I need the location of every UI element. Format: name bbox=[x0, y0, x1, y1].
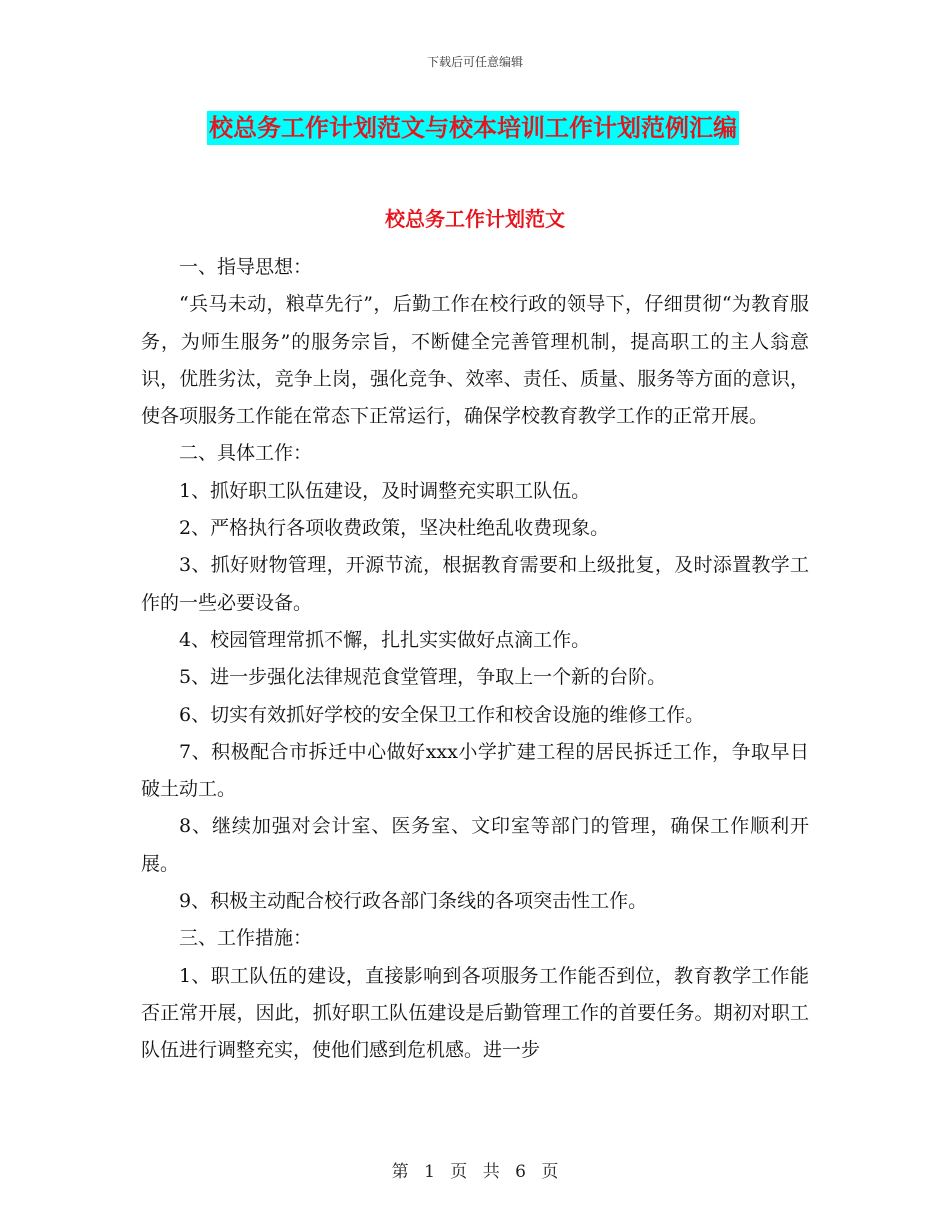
document-main-title: 校总务工作计划范文与校本培训工作计划范例汇编 bbox=[207, 111, 739, 145]
list-item-task-8: 8、继续加强对会计室、医务室、文印室等部门的管理，确保工作顺利开展。 bbox=[141, 815, 809, 875]
footer-gong: 共 bbox=[482, 1162, 500, 1182]
section-title: 校总务工作计划范文 bbox=[385, 207, 565, 231]
list-item-task-9: 9、积极主动配合校行政各部门条线的各项突击性工作。 bbox=[179, 890, 648, 913]
paragraph-measures-heading: 三、工作措施： bbox=[179, 927, 313, 950]
list-item-task-5: 5、进一步强化法律规范食堂管理，争取上一个新的台阶。 bbox=[179, 666, 667, 689]
list-item-task-3: 3、抓好财物管理，开源节流，根据教育需要和上级批复，及时添置教学工作的一些必要设备。 bbox=[141, 554, 809, 614]
total-pages: 6 bbox=[515, 1162, 526, 1182]
list-item-measure-1: 1、职工队伍的建设，直接影响到各项服务工作能否到位，教育教学工作能否正常开展，因此，抓好职工队伍建设是后勤管理工作的首要任务。期初对职工队伍进行调整充实，使他们感到危机感。进一步 bbox=[141, 964, 809, 1062]
page-footer bbox=[0, 1157, 950, 1182]
list-item-task-2: 2、严格执行各项收费政策，坚决杜绝乱收费现象。 bbox=[179, 517, 610, 540]
list-item-task-6: 6、切实有效抓好学校的安全保卫工作和校舍设施的维修工作。 bbox=[179, 703, 705, 726]
page-number: 1 bbox=[424, 1162, 435, 1182]
list-item-task-7: 7、积极配合市拆迁中心做好xxx小学扩建工程的居民拆迁工作，争取早日破土动工。 bbox=[141, 740, 809, 801]
header-note: 下载后可任意编辑 bbox=[426, 55, 523, 69]
footer-ye-end: 页 bbox=[541, 1162, 559, 1182]
list-item-task-1: 1、抓好职工队伍建设，及时调整充实职工队伍。 bbox=[179, 479, 591, 502]
paragraph-guiding-text: “兵马未动，粮草先行”，后勤工作在校行政的领导下，仔细贯彻“为教育服务，为师生服务”的服务宗旨，不断健全完善管理机制，提高职工的主人翁意识，优胜劣汰，竞争上岗，强化竞争、效率、责任、质量、服务等方面的意识，使各项服务工作能在常态下正常运行，确保学校教育教学工作的正常开展。 bbox=[141, 293, 809, 428]
footer-ye: 页 bbox=[450, 1162, 468, 1182]
footer-di: 第 bbox=[391, 1162, 409, 1182]
paragraph-tasks-heading: 二、具体工作： bbox=[179, 442, 313, 465]
document-body bbox=[141, 249, 809, 1070]
list-item-task-4: 4、校园管理常抓不懈，扎扎实实做好点滴工作。 bbox=[179, 628, 591, 651]
paragraph-guiding-heading: 一、指导思想： bbox=[179, 256, 313, 278]
